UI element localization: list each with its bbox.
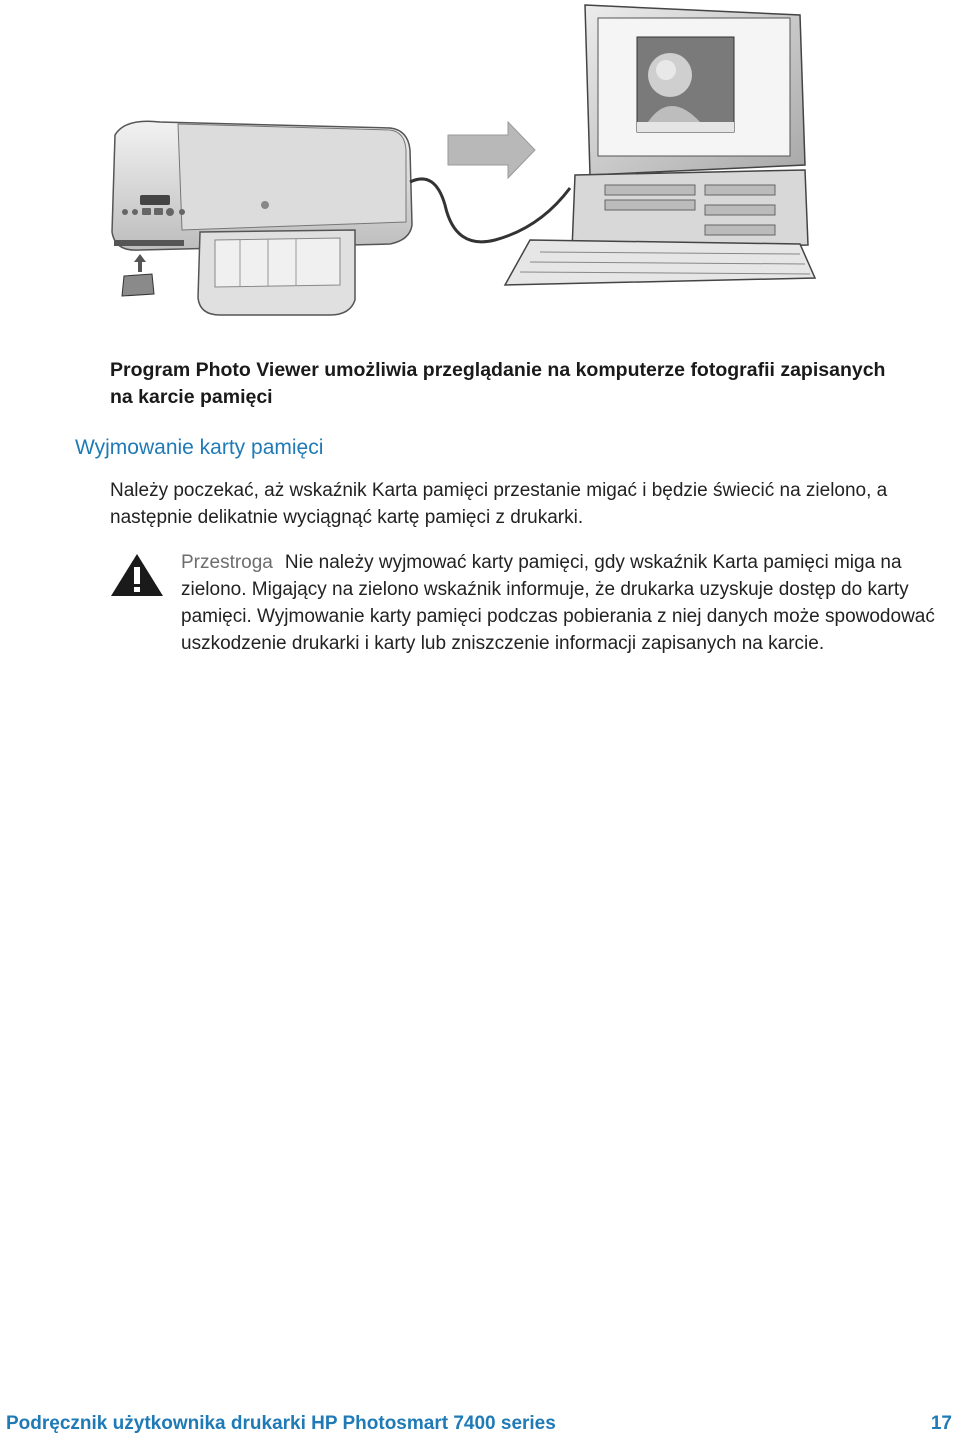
section-heading: Wyjmowanie karty pamięci [75, 436, 324, 459]
warning-triangle-icon [109, 552, 165, 598]
section-body: Należy poczekać, aż wskaźnik Karta pamięci przestanie migać i będzie świecić na zielono, a następnie delikatnie wyciągnąć kartę pamięci z drukarki. [110, 480, 888, 528]
figure-caption: Program Photo Viewer umożliwia przeglądanie na komputerze fotografii zapisanych na karcie pamięci [110, 359, 886, 408]
page-number: 17 [930, 1413, 952, 1434]
photo-printer-icon [112, 121, 412, 315]
desktop-computer-icon [505, 5, 815, 285]
caution-body: Nie należy wyjmować karty pamięci, gdy wskaźnik Karta pamięci miga na zielono. Migający na zielono wskaźnik informuje, że drukarka uzyskuje dostęp do karty pamięci. Wyjmowanie karty pamięci podczas pobierania z niej danych może spowodować uszkodzenie drukarki i karty lub zniszczenie informacji zapisanych na karcie. [181, 552, 935, 654]
memory-card-icon [122, 254, 154, 296]
printer-computer-illustration [100, 0, 820, 320]
footer-title: Podręcznik użytkownika drukarki HP Photosmart 7400 series [6, 1413, 556, 1434]
caution-label: Przestroga [181, 552, 273, 573]
caution-note [181, 549, 951, 657]
transfer-arrow-icon [448, 122, 535, 178]
